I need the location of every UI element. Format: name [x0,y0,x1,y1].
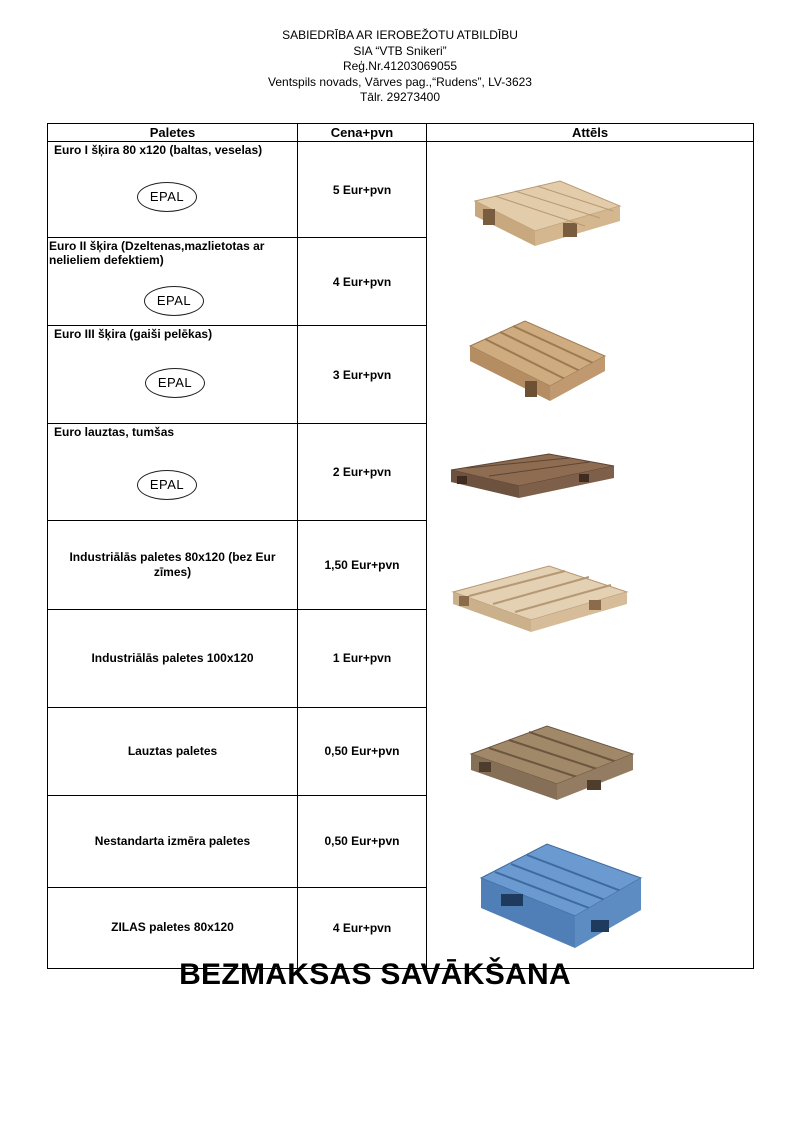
images-column [427,142,754,969]
pallet-name-cell [48,423,298,520]
column-header-image: Attēls [427,124,754,142]
company-phone: Tālr. 29273400 [359,90,441,104]
pallet-name: Euro III šķira (gaiši pelēkas) [54,327,213,342]
pallet-price: 2 Eur+pvn [298,423,427,520]
pallet-name: Lauztas paletes [48,707,298,795]
pallet-price: 4 Eur+pvn [298,238,427,326]
column-header-price: Cena+pvn [298,124,427,142]
pallet-name-cell [48,142,298,238]
free-collection-banner: BEZMAKSAS SAVĀKŠANA [179,958,571,991]
registration-number: Reģ.Nr.41203069055 [342,59,458,73]
pallet-name-cell [48,238,298,326]
pallet-name: Nestandarta izmēra paletes [48,795,298,887]
company-name: SIA “VTB Snikeri” [353,43,447,58]
pallet-price: 0,50 Eur+pvn [298,707,427,795]
epal-logo: EPAL [137,182,197,212]
pallet-name: Euro II šķira (Dzeltenas,mazlietotas ar nelieliem defektiem) [49,239,265,268]
pallet-name: Industriālās paletes 100x120 [48,610,298,707]
pallet-price: 1 Eur+pvn [298,610,427,707]
column-header-paletes: Paletes [48,124,298,142]
broken-pallet-image [467,722,637,812]
pallet-price: 0,50 Eur+pvn [298,795,427,887]
pallet-price: 1,50 Eur+pvn [298,521,427,610]
pallet-name: Euro lauztas, tumšas [54,424,175,439]
pallet-name: ZILAS paletes 80x120 [48,887,298,968]
pallet-name: Industriālās paletes 80x120 (bez Eur zīmes) [48,521,298,610]
images-area [427,142,753,968]
blue-pallet-image [477,838,647,958]
epal-logo: EPAL [144,286,204,316]
company-type: SABIEDRĪBA AR IEROBEŽOTU ATBILDĪBU [282,28,518,42]
pallet-price: 3 Eur+pvn [298,326,427,423]
company-header [0,28,800,106]
light-wood-pallet-image [465,176,625,256]
pallet-price: 4 Eur+pvn [298,887,427,968]
dark-pallet-image [449,452,617,506]
company-address: Ventspils novads, Vārves pag.,“Rudens”, LV-3623 [268,74,532,89]
epal-logo: EPAL [137,470,197,500]
epal-logo: EPAL [145,368,205,398]
industrial-pallet-image [449,562,631,638]
pallet-name-cell [48,326,298,423]
yellow-pallet-image [465,316,615,406]
pallet-name: Euro I šķira 80 x120 (baltas, veselas) [54,143,263,157]
table-header-row [48,124,754,142]
price-table [47,123,754,969]
table-row [48,142,754,238]
pallet-price: 5 Eur+pvn [298,142,427,238]
